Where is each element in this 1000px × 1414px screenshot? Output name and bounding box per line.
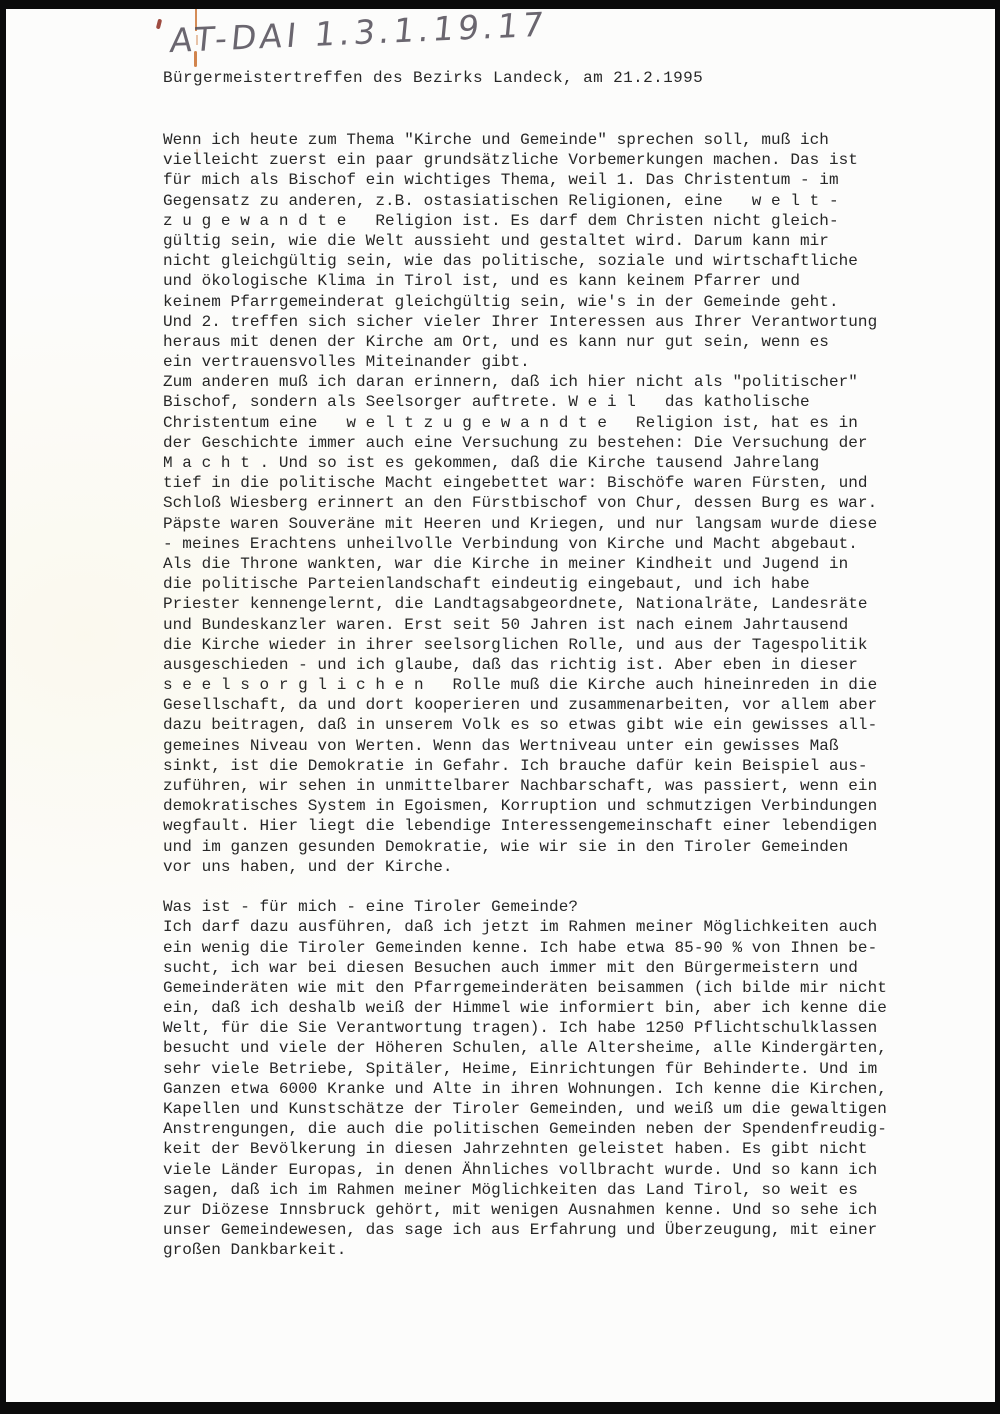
document-line: Bischof, sondern als Seelsorger auftrete. W e i l das katholische bbox=[163, 393, 810, 412]
document-title: Bürgermeistertreffen des Bezirks Landeck, am 21.2.1995 bbox=[163, 69, 704, 87]
document-line: Ganzen etwa 6000 Kranke und Alte in ihren Wohnungen. Ich kenne die Kirchen, bbox=[163, 1079, 887, 1098]
document-line: Gemeinderäten wie mit den Pfarrgemeinderäten beisammen (ich bilde mir nicht bbox=[163, 978, 887, 997]
document-line: Was ist - für mich - eine Tiroler Gemeinde? bbox=[163, 898, 579, 917]
document-line: der Geschichte immer auch eine Versuchung zu bestehen: Die Versuchung der bbox=[163, 433, 868, 452]
document-line: Und 2. treffen sich sicher vieler Ihrer Interessen aus Ihrer Verantwortung bbox=[163, 312, 878, 331]
document-line: ein wenig die Tiroler Gemeinden kenne. Ich habe etwa 85-90 % von Ihnen be- bbox=[163, 938, 878, 957]
document-line: tief in die politische Macht eingebettet war: Bischöfe waren Fürsten, und bbox=[163, 474, 868, 493]
document-line: wegfault. Hier liegt die lebendige Interessengemeinschaft einer lebendigen bbox=[163, 817, 878, 836]
document-line: und Bundeskanzler waren. Erst seit 50 Jahren ist nach einem Jahrtausend bbox=[163, 615, 849, 634]
document-line: zur Diözese Innsbruck gehört, mit wenigen Ausnahmen kenne. Und so sehe ich bbox=[163, 1200, 878, 1219]
document-line: sinkt, ist die Demokratie in Gefahr. Ich brauche dafür kein Beispiel aus- bbox=[163, 756, 868, 775]
document-line: s e e l s o r g l i c h e n Rolle muß die Kirche auch hineinreden in die bbox=[163, 676, 878, 695]
document-line: - meines Erachtens unheilvolle Verbindung von Kirche und Macht abgebaut. bbox=[163, 534, 858, 553]
document-line: M a c h t . Und so ist es gekommen, daß die Kirche tausend Jahrelang bbox=[163, 454, 820, 472]
document-line: z u g e w a n d t e Religion ist. Es darf dem Christen nicht gleich- bbox=[163, 211, 839, 230]
document-line: dazu beitragen, daß in unserem Volk es so etwas gibt wie ein gewisses all- bbox=[163, 716, 878, 735]
document-line: Gesellschaft, da und dort kooperieren und zusammenarbeiten, vor allem aber bbox=[163, 696, 878, 715]
document-line: sucht, ich war bei diesen Besuchen auch immer mit den Bürgermeistern und bbox=[163, 958, 858, 977]
document-line: keinem Pfarrgemeinderat gleichgültig sein, wie's in der Gemeinde geht. bbox=[163, 292, 839, 311]
handwritten-archive-annotation: AT-DAI 1.3.1.19.17 bbox=[168, 4, 550, 61]
document-line: und ökologische Klima in Tirol ist, und es kann keinem Pfarrer und bbox=[163, 272, 801, 291]
document-line: Priester kennengelernt, die Landtagsabgeordnete, Nationalräte, Landesräte bbox=[163, 595, 868, 614]
document-line: ausgeschieden - und ich glaube, daß das richtig ist. Aber eben in dieser bbox=[163, 655, 858, 674]
document-line: unser Gemeindewesen, das sage ich aus Erfahrung und Überzeugung, mit einer bbox=[163, 1221, 878, 1240]
document-line: Anstrengungen, die auch die politischen Gemeinden neben der Spendenfreudig- bbox=[163, 1120, 887, 1139]
document-line: für mich als Bischof ein wichtiges Thema, weil 1. Das Christentum - im bbox=[163, 171, 839, 190]
document-line: Kapellen und Kunstschätze der Tiroler Gemeinden, und weiß um die gewaltigen bbox=[163, 1100, 887, 1118]
document-line: Schloß Wiesberg erinnert an den Fürstbischof von Chur, dessen Burg es war. bbox=[163, 494, 878, 513]
document-line: ein vertrauensvolles Miteinander gibt. bbox=[163, 353, 530, 372]
document-line: demokratisches System in Egoismen, Korruption und schmutzigen Verbindungen bbox=[163, 797, 878, 816]
document-line: keit der Bevölkerung in diesen Jahrzehnten geleistet haben. Es gibt nicht bbox=[163, 1140, 868, 1159]
document-line: Als die Throne wankten, war die Kirche in meiner Kindheit und Jugend in bbox=[163, 554, 849, 573]
document-line: zuführen, wir sehen in unmittelbarer Nachbarschaft, was passiert, wenn ein bbox=[163, 777, 878, 795]
document-line: viele Länder Europas, in denen Ähnliches vollbracht wurde. Und so kann ich bbox=[163, 1160, 878, 1179]
ink-speck bbox=[156, 19, 162, 30]
document-line: vielleicht zuerst ein paar grundsätzliche Vorbemerkungen machen. Das ist bbox=[163, 151, 858, 170]
document-line: ein, daß ich deshalb weiß der Himmel wie informiert bin, aber ich kenne die bbox=[163, 999, 887, 1018]
document-line: Zum anderen muß ich daran erinnern, daß ich hier nicht als "politischer" bbox=[163, 373, 858, 392]
document-line: Päpste waren Souveräne mit Heeren und Kriegen, und nur langsam wurde diese bbox=[163, 514, 878, 533]
document-line: und im ganzen gesunden Demokratie, wie wir sie in den Tiroler Gemeinden bbox=[163, 837, 849, 856]
document-line: die politische Parteienlandschaft eindeutig eingebaut, und ich habe bbox=[163, 575, 810, 594]
document-line: großen Dankbarkeit. bbox=[163, 1241, 347, 1260]
document-line bbox=[163, 877, 887, 897]
paper-sheet bbox=[6, 4, 995, 1402]
document-line: gültig sein, wie die Welt aussieht und gestaltet wird. Darum kann mir bbox=[163, 231, 829, 250]
document-line: die Kirche wieder in ihrer seelsorglichen Rolle, und aus der Tagespolitik bbox=[163, 635, 868, 654]
document-line: sagen, daß ich im Rahmen meiner Möglichkeiten das Land Tirol, so weit es bbox=[163, 1180, 858, 1199]
document-line: vor uns haben, und der Kirche. bbox=[163, 857, 453, 876]
document-line: nicht gleichgültig sein, wie das politische, soziale und wirtschaftliche bbox=[163, 252, 858, 271]
document-line: gemeines Niveau von Werten. Wenn das Wertniveau unter ein gewisses Maß bbox=[163, 736, 839, 755]
document-line: Wenn ich heute zum Thema "Kirche und Gemeinde" sprechen soll, muß ich bbox=[163, 131, 829, 149]
document-line: Gegensatz zu anderen, z.B. ostasiatischen Religionen, eine w e l t - bbox=[163, 191, 839, 210]
document-body bbox=[163, 130, 887, 1261]
document-line: sehr viele Betriebe, Spitäler, Heime, Einrichtungen für Behinderte. Und im bbox=[163, 1059, 878, 1078]
document-line: besucht und viele der Höheren Schulen, alle Altersheime, alle Kindergärten, bbox=[163, 1039, 887, 1058]
document-line: Welt, für die Sie Verantwortung tragen). Ich habe 1250 Pflichtschulklassen bbox=[163, 1019, 878, 1038]
document-line: Christentum eine w e l t z u g e w a n d t e Religion ist, hat es in bbox=[163, 413, 858, 432]
document-line: Ich darf dazu ausführen, daß ich jetzt im Rahmen meiner Möglichkeiten auch bbox=[163, 918, 878, 937]
document-line: heraus mit denen der Kirche am Ort, und es kann nur gut sein, wenn es bbox=[163, 332, 829, 351]
